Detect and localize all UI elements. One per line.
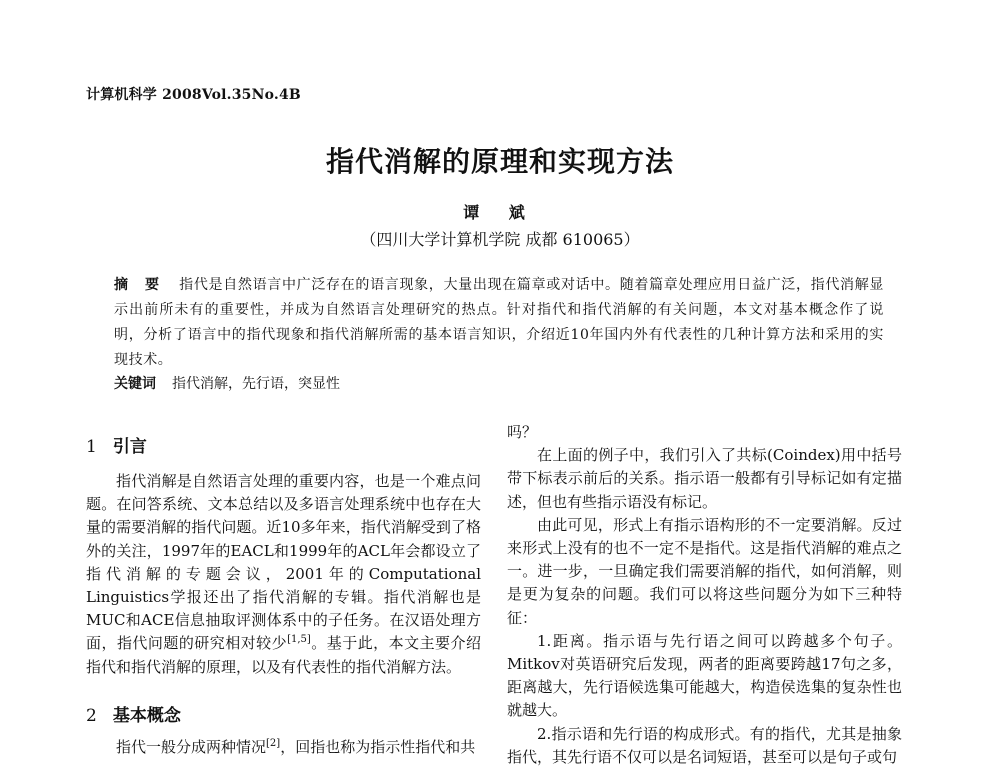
- citation: [2]: [266, 738, 281, 749]
- intro-paragraph: 指代消解是自然语言处理的重要内容，也是一个难点问题。在问答系统、文本总结以及多语言处理系统中也存在大量的需要消解的指代问题。近10多年来，指代消解受到了格外的关注，1997年的EACL和1999年的ACL年会都设立了指代消解的专题会议，2001年的Computational Linguistics学报还出了指代消解的专辑。指代消解也是MUC和ACE信息抽取评测体系中的子任务。在汉语处理方面，指代问题的研究相对较少[1,5]。基于此，本文主要介绍指代和指代消解的原理，以及有代表性的指代消解方法。: [86, 472, 481, 676]
- paper-title: 指代消解的原理和实现方法: [325, 145, 674, 178]
- keywords-text: 指代消解，先行语，突显性: [172, 376, 340, 392]
- author-affiliation: （四川大学计算机学院 成都 610065）: [360, 230, 640, 249]
- paragraph-form: 2.指示语和先行语的构成形式。有的指代，尤其是抽象指代，其先行语不仅可以是名词短语，甚至可以是句子或句: [507, 724, 902, 766]
- paragraph-distance: 1.距离。指示语与先行语之间可以跨越多个句子。Mitkov对英语研究后发现，两者的距离要跨越17句之多，距离越大，先行语候选集可能越大，构造侯选集的复杂性也就越大。: [507, 631, 902, 720]
- section-heading-concepts: [86, 701, 181, 726]
- journal-header: 计算机科学 2008Vol.35No.4B: [86, 87, 301, 103]
- left-column-concepts: [86, 736, 481, 759]
- section-heading-intro: [86, 432, 147, 457]
- keywords: [114, 373, 340, 393]
- keywords-label: 关键词: [114, 376, 156, 392]
- section-title: 基本概念: [112, 706, 181, 726]
- section-title: 引言: [112, 437, 147, 457]
- paragraph-fragment: 吗？: [507, 423, 538, 441]
- section-number: 1: [86, 437, 97, 457]
- section-number: 2: [86, 706, 97, 726]
- abstract-label: 摘 要: [114, 277, 166, 293]
- citation: [1,5]: [287, 634, 311, 646]
- left-column-intro: [86, 470, 481, 679]
- author-name: 谭 斌: [463, 203, 537, 222]
- abstract: [114, 273, 884, 373]
- paragraph-coindex: 在上面的例子中，我们引入了共标(Coindex)用中括号带下标表示前后的关系。指示语一般都有引导标记如有定描述，但也有些指示语没有标记。: [507, 446, 902, 511]
- concept-paragraph: 指代一般分成两种情况[2]，回指也称为指示性指代和共: [116, 738, 476, 756]
- abstract-text: 指代是自然语言中广泛存在的语言现象，大量出现在篇章或对话中。随着篇章处理应用日益广泛，指代消解显示出前所未有的重要性，并成为自然语言处理研究的热点。针对指代和指代消解的有关问题，本文对基本概念作了说明，分析了语言中的指代现象和指代消解所需的基本语言知识，介绍近10年国内外有代表性的几种计算方法和采用的实现技术。: [114, 277, 885, 368]
- paragraph-difficulty: 由此可见，形式上有指示语构形的不一定要消解。反过来形式上没有的也不一定不是指代。这是指代消解的难点之一。进一步，一旦确定我们需要消解的指代，如何消解，则是更为复杂的问题。我们可以将这些问题分为如下三种特征：: [507, 515, 902, 627]
- right-column: [507, 421, 902, 769]
